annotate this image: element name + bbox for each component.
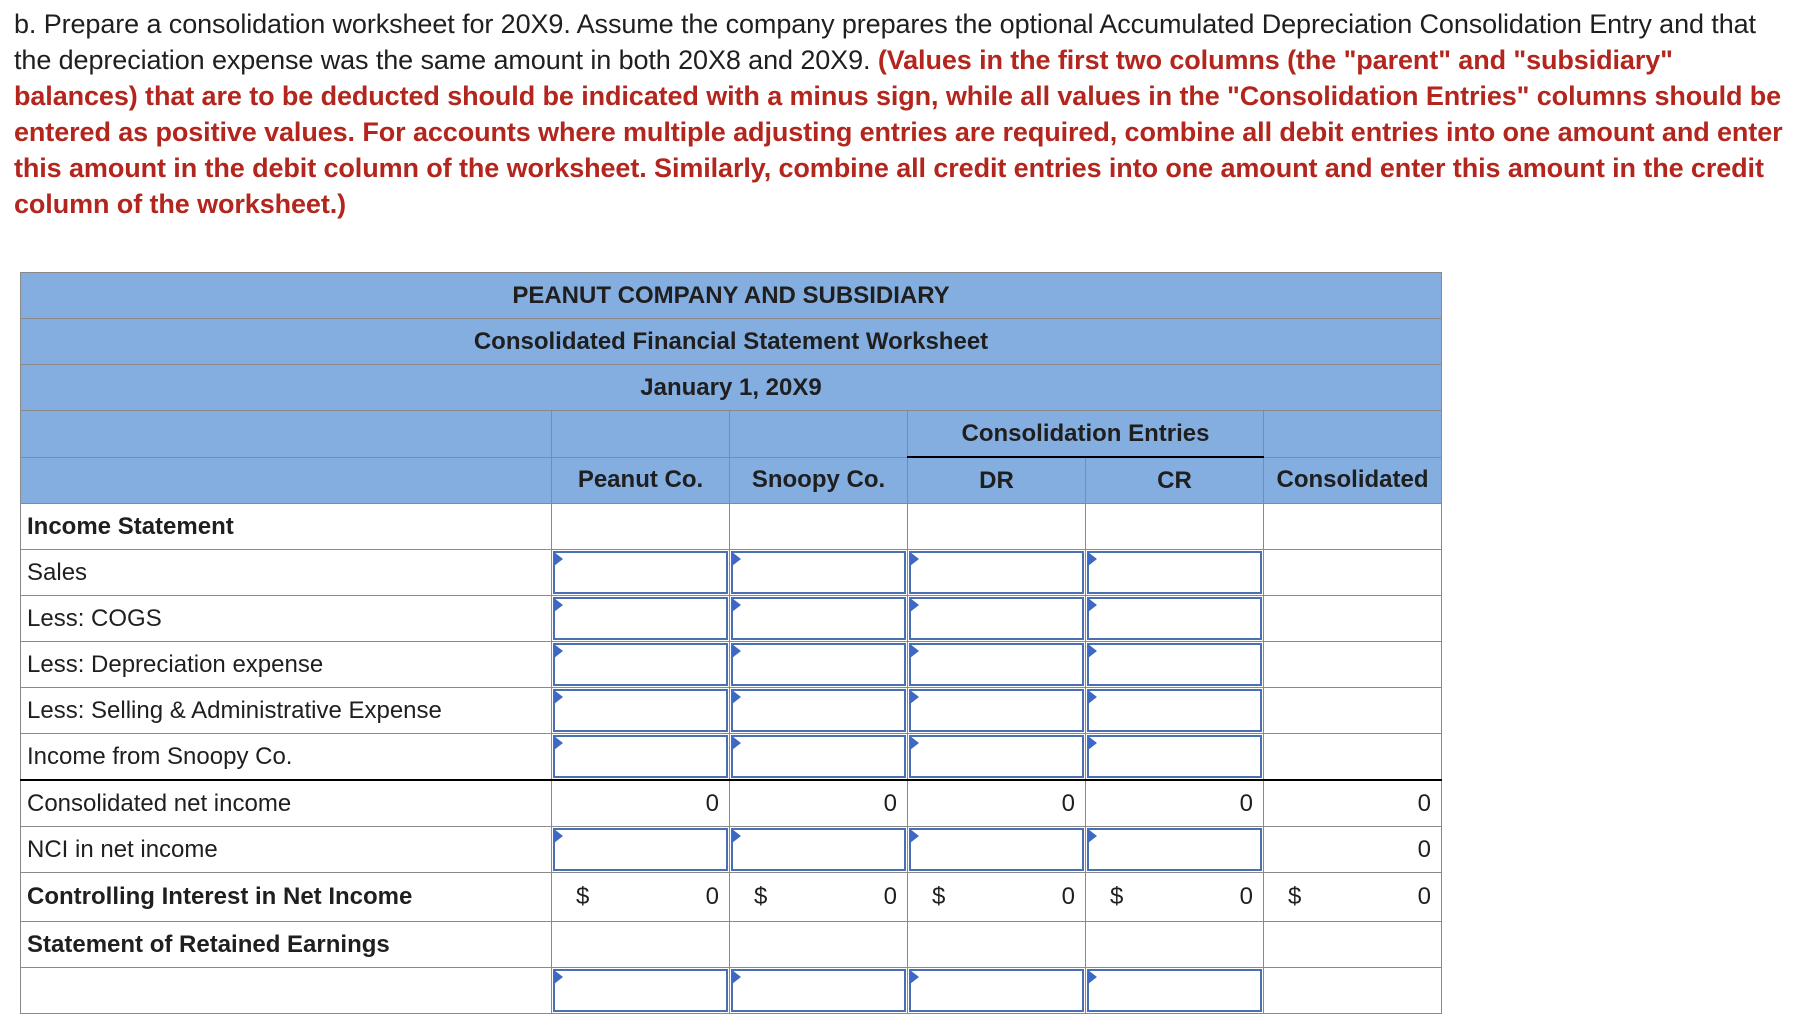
row-label-cogs: Less: COGS xyxy=(21,596,552,642)
currency-symbol: $ xyxy=(576,883,590,910)
controlling-consolidated-cell xyxy=(1264,873,1442,922)
sales-snoopy-input[interactable] xyxy=(730,550,908,596)
col-consolidated: Consolidated xyxy=(1264,457,1442,504)
header-blank xyxy=(21,411,552,458)
nci-peanut-input[interactable] xyxy=(552,827,730,873)
controlling-consolidated-value: 0 xyxy=(1417,883,1431,910)
header-blank xyxy=(1264,411,1442,458)
row-label-sga: Less: Selling & Administrative Expense xyxy=(21,688,552,734)
depreciation-consolidated xyxy=(1264,642,1442,688)
col-cr: CR xyxy=(1086,457,1264,504)
col-peanut: Peanut Co. xyxy=(552,457,730,504)
empty-cell xyxy=(552,922,730,968)
sga-cr-input[interactable] xyxy=(1086,688,1264,734)
sales-dr-input[interactable] xyxy=(908,550,1086,596)
empty-cell xyxy=(1264,504,1442,550)
next-peanut-input[interactable] xyxy=(552,968,730,1014)
empty-cell xyxy=(1086,922,1264,968)
empty-cell xyxy=(908,922,1086,968)
worksheet-title: Consolidated Financial Statement Worksheet xyxy=(21,319,1442,365)
income-snoopy-cr-input[interactable] xyxy=(1086,734,1264,781)
controlling-snoopy-value: 0 xyxy=(883,883,897,910)
sga-dr-input[interactable] xyxy=(908,688,1086,734)
income-snoopy-peanut-input[interactable] xyxy=(552,734,730,781)
cni-cr-value: 0 xyxy=(1086,780,1264,827)
cogs-peanut-input[interactable] xyxy=(552,596,730,642)
empty-cell xyxy=(1264,922,1442,968)
row-label-cni: Consolidated net income xyxy=(21,780,552,827)
controlling-peanut-value: 0 xyxy=(705,883,719,910)
currency-symbol: $ xyxy=(754,883,768,910)
currency-symbol: $ xyxy=(1110,883,1124,910)
empty-cell xyxy=(908,504,1086,550)
row-label-nci: NCI in net income xyxy=(21,827,552,873)
sga-peanut-input[interactable] xyxy=(552,688,730,734)
cni-dr-value: 0 xyxy=(908,780,1086,827)
worksheet-company: PEANUT COMPANY AND SUBSIDIARY xyxy=(21,273,1442,319)
currency-symbol: $ xyxy=(1288,883,1302,910)
header-blank xyxy=(730,411,908,458)
empty-cell xyxy=(730,504,908,550)
next-dr-input[interactable] xyxy=(908,968,1086,1014)
controlling-cr-value: 0 xyxy=(1239,883,1253,910)
sga-snoopy-input[interactable] xyxy=(730,688,908,734)
col-dr: DR xyxy=(908,457,1086,504)
empty-cell xyxy=(730,922,908,968)
sga-consolidated xyxy=(1264,688,1442,734)
cogs-cr-input[interactable] xyxy=(1086,596,1264,642)
question-instructions xyxy=(14,6,1789,222)
row-label-income-snoopy: Income from Snoopy Co. xyxy=(21,734,552,781)
income-snoopy-consolidated xyxy=(1264,734,1442,781)
empty-cell xyxy=(552,504,730,550)
cni-peanut-value: 0 xyxy=(552,780,730,827)
next-cr-input[interactable] xyxy=(1086,968,1264,1014)
depreciation-cr-input[interactable] xyxy=(1086,642,1264,688)
nci-cr-input[interactable] xyxy=(1086,827,1264,873)
consolidation-worksheet xyxy=(20,272,1442,1014)
col-snoopy: Snoopy Co. xyxy=(730,457,908,504)
controlling-snoopy-cell xyxy=(730,873,908,922)
row-label-depreciation: Less: Depreciation expense xyxy=(21,642,552,688)
header-blank xyxy=(552,411,730,458)
instructions-text: b. Prepare a consolidation worksheet for 20X9. Assume the company prepares the optional Accumulated Depreciation Consolidation Entry and that the depreciation expense was the same amount in both 20X8 and 20X9. xyxy=(14,9,1756,75)
sales-peanut-input[interactable] xyxy=(552,550,730,596)
controlling-dr-cell xyxy=(908,873,1086,922)
cogs-consolidated xyxy=(1264,596,1442,642)
row-label-next xyxy=(21,968,552,1014)
header-blank xyxy=(21,457,552,504)
consolidation-entries-header: Consolidation Entries xyxy=(908,411,1264,458)
instructions-note: (Values in the first two columns (the "parent" and "subsidiary" balances) that are to be deducted should be indicated with a minus sign, while all values in the "Consolidation Entries" columns should be entered as positive values. For accounts where multiple adjusting entries are required, combine all debit entries into one amount and enter this amount in the debit column of the worksheet. Similarly, combine all credit entries into one amount and enter this amount in the credit column of the worksheet.) xyxy=(14,45,1783,219)
sales-consolidated xyxy=(1264,550,1442,596)
row-label-sales: Sales xyxy=(21,550,552,596)
next-consolidated xyxy=(1264,968,1442,1014)
depreciation-peanut-input[interactable] xyxy=(552,642,730,688)
section-income-statement: Income Statement xyxy=(21,504,552,550)
sales-cr-input[interactable] xyxy=(1086,550,1264,596)
next-snoopy-input[interactable] xyxy=(730,968,908,1014)
controlling-peanut-cell xyxy=(552,873,730,922)
cogs-snoopy-input[interactable] xyxy=(730,596,908,642)
cni-consolidated-value: 0 xyxy=(1264,780,1442,827)
empty-cell xyxy=(1086,504,1264,550)
nci-dr-input[interactable] xyxy=(908,827,1086,873)
cni-snoopy-value: 0 xyxy=(730,780,908,827)
nci-consolidated-value: 0 xyxy=(1264,827,1442,873)
controlling-cr-cell xyxy=(1086,873,1264,922)
currency-symbol: $ xyxy=(932,883,946,910)
depreciation-dr-input[interactable] xyxy=(908,642,1086,688)
depreciation-snoopy-input[interactable] xyxy=(730,642,908,688)
worksheet-date: January 1, 20X9 xyxy=(21,365,1442,411)
row-label-controlling: Controlling Interest in Net Income xyxy=(21,873,552,922)
section-retained-earnings: Statement of Retained Earnings xyxy=(21,922,552,968)
cogs-dr-input[interactable] xyxy=(908,596,1086,642)
controlling-dr-value: 0 xyxy=(1061,883,1075,910)
nci-snoopy-input[interactable] xyxy=(730,827,908,873)
income-snoopy-dr-input[interactable] xyxy=(908,734,1086,781)
income-snoopy-snoopy-input[interactable] xyxy=(730,734,908,781)
